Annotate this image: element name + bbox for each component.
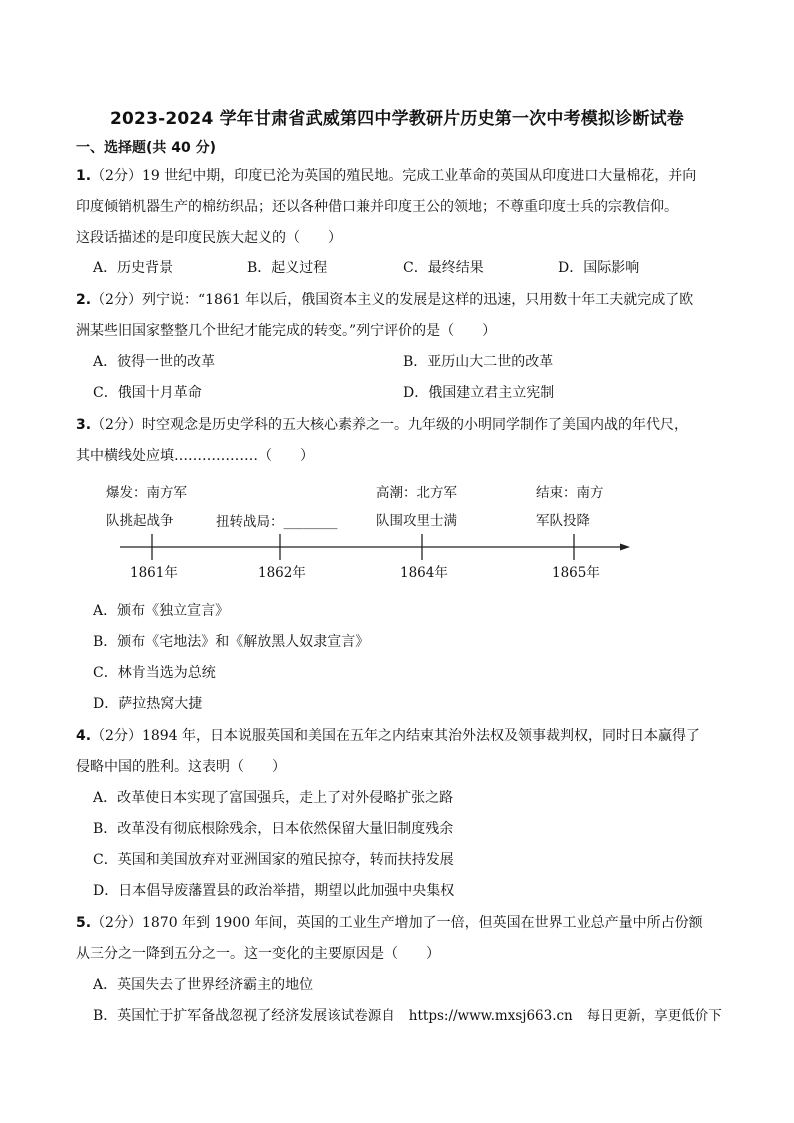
question-4-line-1: 4.（2分）1894 年，日本说服英国和美国在五年之内结束其治外法权及领事裁判权，同时日本赢得了 <box>76 728 701 744</box>
question-4-option-d: D．日本倡导废藩置县的政治举措，期望以此加强中央集权 <box>93 883 455 899</box>
event-1862-blank: 扭转战局：________ <box>216 514 338 530</box>
question-3-option-a: A．颁布《独立宣言》 <box>93 603 230 619</box>
question-3-option-b: B．颁布《宅地法》和《解放黑人奴隶宣言》 <box>93 634 370 650</box>
question-2-option-b: B．亚历山大二世的改革 <box>403 354 554 370</box>
question-1-option-d: D．国际影响 <box>558 260 640 276</box>
event-1861-line-1: 爆发：南方军 <box>106 485 187 501</box>
question-3-option-c: C．林肯当选为总统 <box>93 665 216 681</box>
question-3-option-d: D．萨拉热窝大捷 <box>93 696 203 712</box>
question-4-line-2: 侵略中国的胜利。这表明（ ） <box>76 759 286 775</box>
question-1-option-b: B．起义过程 <box>247 260 328 276</box>
question-1-line-1: 1.（2分）19 世纪中期，印度已沦为英国的殖民地。完成工业革命的英国从印度进口大量棉花，并向 <box>76 168 697 184</box>
question-2-option-a: A．彼得一世的改革 <box>93 354 216 370</box>
question-2-number: 2. <box>76 292 92 308</box>
exam-title: 2023-2024 学年甘肃省武威第四中学教研片历史第一次中考模拟诊断试卷 <box>109 109 684 129</box>
us-civil-war-timeline <box>100 478 640 588</box>
event-1861-line-2: 队挑起战争 <box>106 513 174 529</box>
question-4-option-c: C．英国和美国放弃对亚洲国家的殖民掠夺，转而扶持发展 <box>93 852 454 868</box>
question-5-number: 5. <box>76 915 92 931</box>
question-2-line-2: 洲某些旧国家整整几个世纪才能完成的转变。”列宁评价的是（ ） <box>76 323 497 339</box>
question-5-option-a: A．英国失去了世界经济霸主的地位 <box>93 977 314 993</box>
footer-source-label: 该试卷源自 <box>327 1008 395 1024</box>
question-5-option-b: B．英国忙于扩军备战忽视了经济发展该试卷源自 https://www.mxsj663.cn 每日更新，享更低价下 <box>93 1008 722 1024</box>
question-2-option-c: C．俄国十月革命 <box>93 385 202 401</box>
question-1-option-c: C．最终结果 <box>403 260 484 276</box>
question-4-number: 4. <box>76 728 92 744</box>
year-1865: 1865年 <box>552 565 600 581</box>
year-1864: 1864年 <box>400 565 448 581</box>
question-2-line-1: 2.（2分）列宁说：“1861 年以后，俄国资本主义的发展是这样的迅速，只用数十年工夫就完成了欧 <box>76 292 694 308</box>
question-1-option-a: A．历史背景 <box>93 260 174 276</box>
year-1861: 1861年 <box>130 565 178 581</box>
section-heading: 一、选择题(共 40 分) <box>76 140 217 156</box>
question-4-option-b: B．改革没有彻底根除残余，日本依然保留大量旧制度残余 <box>93 821 454 837</box>
event-1864-line-1: 高潮：北方军 <box>376 485 457 501</box>
footer-slogan: 每日更新，享更低价下 <box>586 1008 722 1024</box>
question-1-number: 1. <box>76 168 92 184</box>
question-1-line-2: 印度倾销机器生产的棉纺织品；还以各种借口兼并印度王公的领地；不尊重印度士兵的宗教信仰。 <box>76 199 678 215</box>
event-1865-line-2: 军队投降 <box>536 513 590 529</box>
event-1864-line-2: 队围攻里士满 <box>376 513 457 529</box>
footer-url-link[interactable]: https://www.mxsj663.cn <box>408 1008 573 1024</box>
question-3-line-1: 3.（2分）时空观念是历史学科的五大核心素养之一。九年级的小明同学制作了美国内战的年代尺， <box>76 417 688 433</box>
question-2-option-d: D．俄国建立君主立宪制 <box>403 385 555 401</box>
timeline-arrowhead <box>620 544 630 551</box>
question-3-number: 3. <box>76 417 92 433</box>
question-5-line-2: 从三分之一降到五分之一。这一变化的主要原因是（ ） <box>76 946 440 962</box>
question-5-line-1: 5.（2分）1870 年到 1900 年间，英国的工业生产增加了一倍，但英国在世界工业总产量中所占份额 <box>76 915 703 931</box>
question-3-line-2: 其中横线处应填………………（ ） <box>76 448 314 464</box>
event-1865-line-1: 结束：南方 <box>536 485 604 501</box>
question-1-line-3: 这段话描述的是印度民族大起义的（ ） <box>76 230 342 246</box>
year-1862: 1862年 <box>258 565 306 581</box>
question-4-option-a: A．改革使日本实现了富国强兵，走上了对外侵略扩张之路 <box>93 790 454 806</box>
